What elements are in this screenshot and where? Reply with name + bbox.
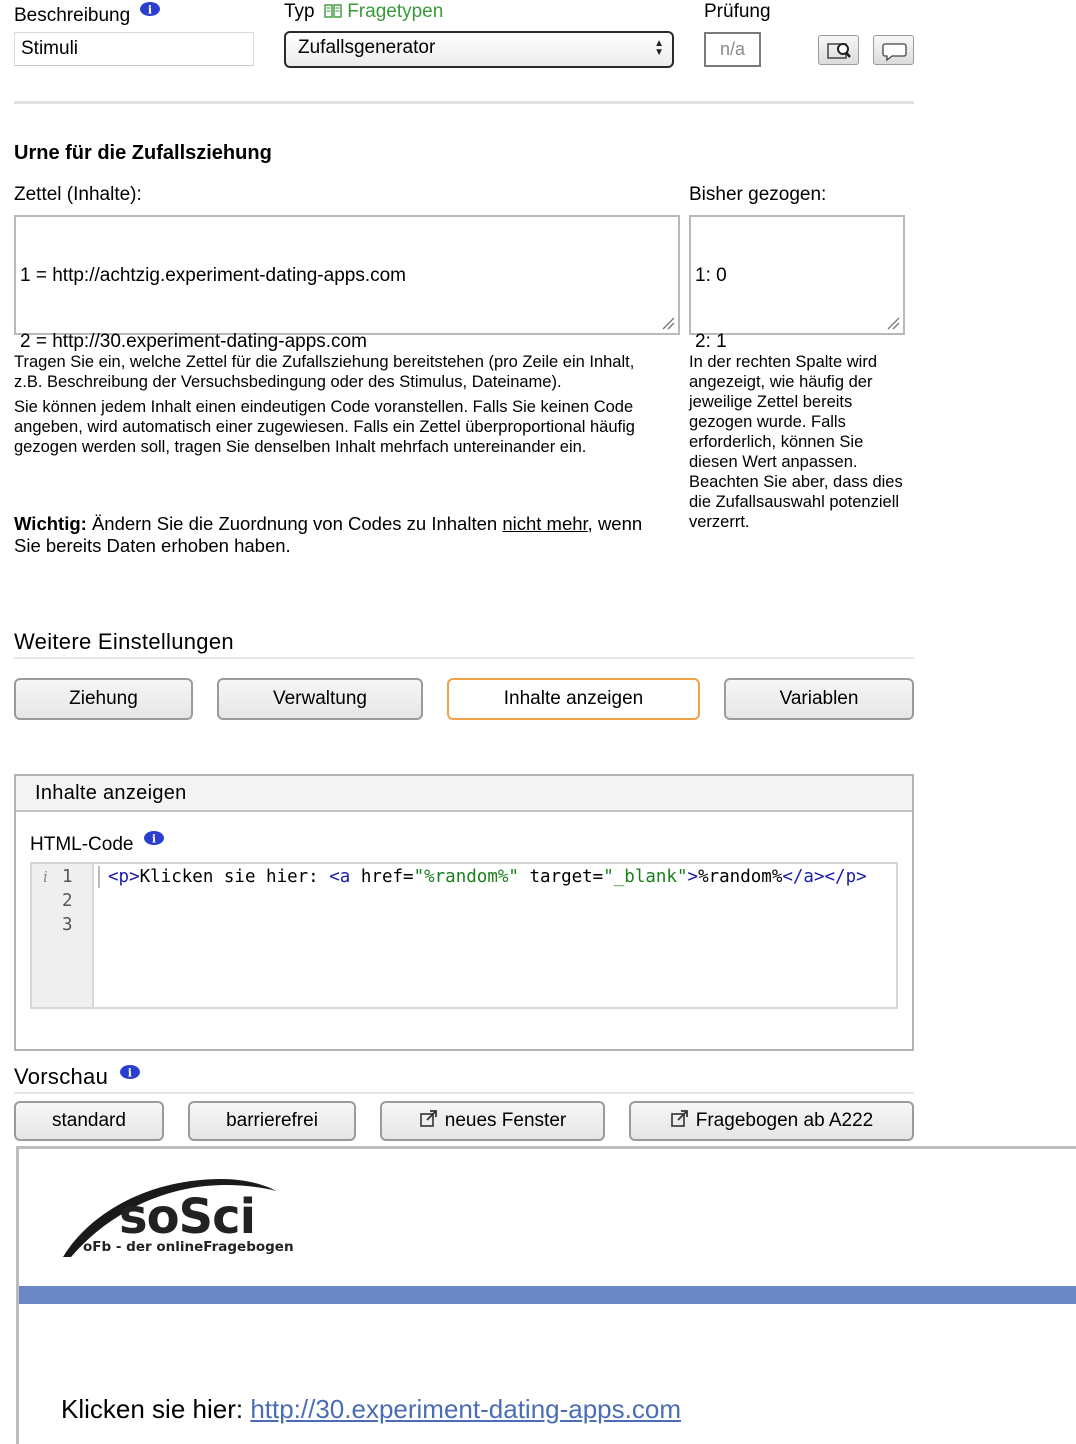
panel-title: Inhalte anzeigen (16, 776, 912, 812)
preview-header-bar (19, 1286, 1076, 1304)
info-line-icon: i (43, 868, 48, 886)
preview-frame (16, 1146, 1076, 1444)
comment-icon (874, 36, 915, 66)
external-window-icon (670, 1110, 690, 1128)
info-icon[interactable] (143, 830, 165, 846)
line-gutter (32, 864, 94, 1007)
zettel-line: 1 = http://achtzig.experiment-dating-apps.com (20, 265, 407, 286)
divider (14, 1092, 914, 1094)
logo-subtitle: oFb - der onlineFragebogen (83, 1239, 294, 1255)
fragetypen-book-icon (324, 4, 342, 18)
magnifier-icon (819, 36, 860, 66)
beschreibung-input[interactable]: Stimuli (14, 32, 254, 66)
preview-search-button[interactable] (818, 35, 859, 65)
divider (14, 657, 914, 659)
line-numbers: 1 2 3 (62, 867, 73, 935)
external-window-icon (419, 1110, 439, 1128)
vorschau-title: Vorschau i (14, 1064, 141, 1090)
tab-variablen[interactable]: Variablen (724, 678, 914, 720)
comment-button[interactable] (873, 35, 914, 65)
urne-title: Urne für die Zufallsziehung (14, 142, 272, 164)
typ-label: Typ Fragetypen (284, 1, 444, 22)
preview-barrierefrei-button[interactable]: barrierefrei (188, 1101, 356, 1141)
cursor (98, 866, 100, 888)
info-icon[interactable] (119, 1064, 141, 1080)
tab-inhalte-anzeigen[interactable]: Inhalte anzeigen (447, 678, 700, 720)
svg-text:i: i (151, 832, 156, 846)
svg-text:i: i (148, 3, 153, 17)
sosci-logo (61, 1171, 301, 1261)
resize-grip-icon[interactable] (661, 316, 675, 330)
gezogen-line: 2: 1 (695, 331, 727, 352)
pruefung-label: Prüfung (704, 1, 771, 22)
zettel-label: Zettel (Inhalte): (14, 184, 142, 205)
html-code-editor[interactable] (30, 862, 898, 1009)
info-icon[interactable] (139, 1, 161, 17)
resize-grip-icon[interactable] (886, 316, 900, 330)
gezogen-label: Bisher gezogen: (689, 184, 827, 205)
code-line-1: <p>Klicken sie hier: <a href="%random%" target="_blank">%random%</a></p> (108, 867, 867, 887)
preview-new-window-button[interactable]: neues Fenster (380, 1101, 605, 1141)
html-code-label: HTML-Code i (30, 830, 165, 856)
divider (14, 101, 914, 104)
preview-standard-button[interactable]: standard (14, 1101, 164, 1141)
help-text-right: In der rechten Spalte wird angezeigt, wie häufig der jeweilige Zettel bereits gezogen wurde. Falls erforderlich, können Sie diesen Wert anpassen. Beachten Sie aber, dass dies die Zufallsauswahl potenziell verzerrt. (689, 353, 903, 531)
weitere-title: Weitere Einstellungen (14, 629, 234, 654)
tab-ziehung[interactable]: Ziehung (14, 678, 193, 720)
tab-verwaltung[interactable]: Verwaltung (217, 678, 423, 720)
fragetypen-link[interactable]: Fragetypen (347, 1, 444, 22)
pruefung-field[interactable]: n/a (704, 32, 761, 67)
zettel-textarea[interactable] (14, 215, 680, 352)
beschreibung-label: Beschreibung i (14, 1, 161, 27)
typ-select[interactable]: Zufallsgenerator ▲ ▼ (284, 31, 674, 68)
logo-text: soSci (119, 1189, 256, 1245)
help-paragraph: Sie können jedem Inhalt einen eindeutigen Code voranstellen. Falls Sie keinen Code angeben, wird automatisch einer zugewiesen. Falls ein Zettel überproportional häufig gezogen werden soll, tragen Sie denselben Inhalt mehrfach untereinander ein. (14, 398, 635, 456)
preview-content: Klicken sie hier: http://30.experiment-dating-apps.com (61, 1394, 681, 1424)
help-text-left (14, 352, 654, 457)
gezogen-textarea[interactable] (689, 215, 905, 352)
select-arrows-icon: ▲ ▼ (654, 38, 664, 58)
gezogen-line: 1: 0 (695, 265, 727, 286)
zettel-line: 2 = http://30.experiment-dating-apps.com (20, 331, 367, 352)
wichtig-note: Wichtig: Ändern Sie die Zuordnung von Codes zu Inhalten nicht mehr, wenn Sie bereits Daten erhoben haben. (14, 513, 643, 556)
svg-text:i: i (127, 1066, 132, 1080)
preview-fragebogen-button[interactable]: Fragebogen ab A222 (629, 1101, 914, 1141)
help-paragraph: Tragen Sie ein, welche Zettel für die Zufallsziehung bereitstehen (pro Zeile ein Inhalt, z.B. Beschreibung der Versuchsbedingung oder des Stimulus, Dateiname). (14, 353, 635, 391)
preview-link[interactable]: http://30.experiment-dating-apps.com (250, 1394, 681, 1424)
